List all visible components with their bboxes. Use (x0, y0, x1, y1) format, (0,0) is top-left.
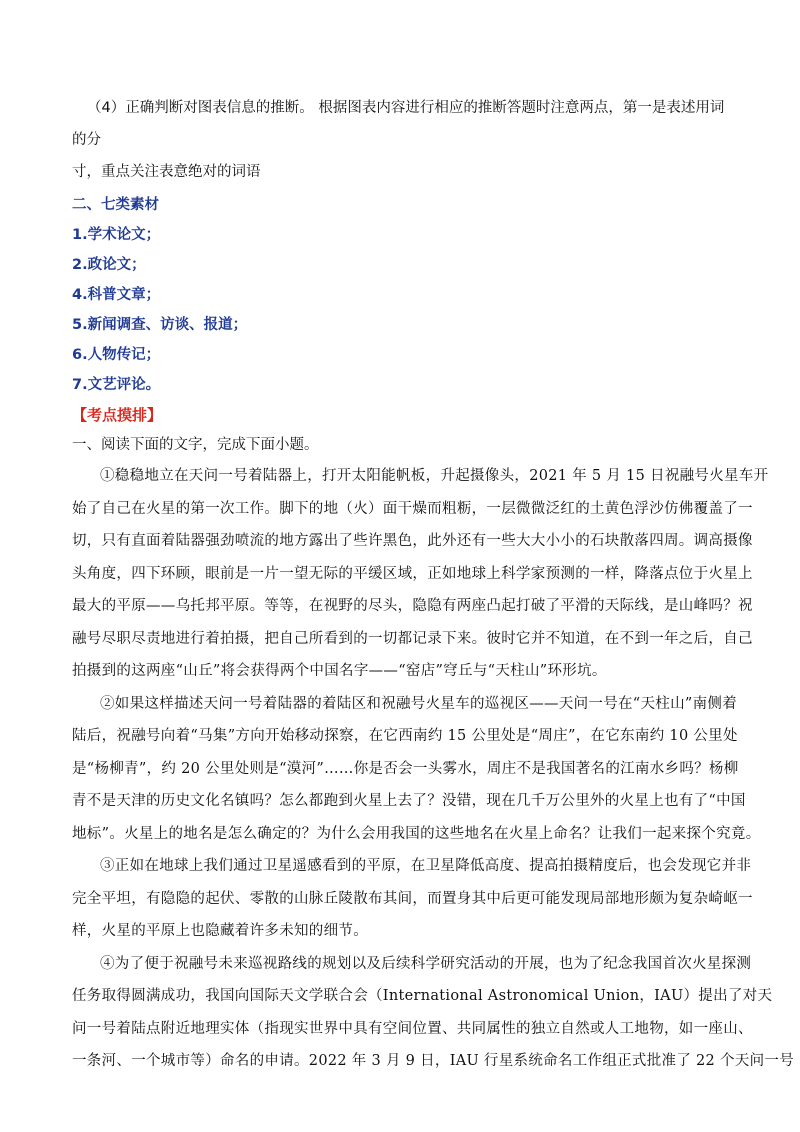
text-line: 地标”。火星上的地名是怎么确定的？为什么会用我国的这些地名在火星上命名？让我们一起来探个究竟。 (72, 825, 761, 842)
kaodian-heading: 【考点摸排】 (72, 406, 163, 424)
section-heading: 二、七类素材 (72, 197, 159, 213)
list-item: 1.学术论文； (72, 227, 161, 243)
intro-line-1: （4）正确判断对图表信息的推断。 根据图表内容进行相应的推断答题时注意两点，第一是表述用词的分 (72, 100, 725, 148)
text-line: 切，只有直面着陆器强劲喷流的地方露出了些许黑色，此外还有一些大大小小的石块散落四周。调高摄像 (72, 533, 753, 549)
text-line: 陆后，祝融号向着“马集”方向开始移动探察，在它西南约 15 公里处是“周庄”，在它东南约 10 公里处 (72, 728, 738, 744)
paragraph-4 (72, 948, 794, 1078)
text-line: ①稳稳地立在天问一号着陆器上，打开太阳能帆板，升起摄像头，2021 年 5 月 15 日祝融号火星车开 (100, 468, 769, 484)
text-line: ③正如在地球上我们通过卫星遥感看到的平原，在卫星降低高度、提高拍摄精度后，也会发现它并非 (100, 858, 752, 874)
list-item: 5.新闻调查、访谈、报道； (72, 317, 248, 333)
text-line: 完全平坦，有隐隐的起伏、零散的山脉丘陵散布其间，而置身其中后更可能发现局部地形颇为复杂崎岖一 (72, 890, 753, 907)
text-line: 问一号着陆点附近地理实体（指现实世界中具有空间位置、共同属性的独立自然或人工地物，如一座山、 (72, 1020, 753, 1037)
text-line: 青不是天津的历史文化名镇吗？怎么都跑到火星上去了？没错，现在几千万公里外的火星上也有了“中国 (72, 793, 746, 809)
document-page (72, 92, 794, 1078)
text-line: 是“杨柳青”，约 20 公里处则是“漠河”……你是否会一头雾水，周庄不是我国著名的江南水乡吗？杨柳 (72, 760, 739, 777)
text-line: ④为了便于祝融号未来巡视路线的规划以及后续科学研究活动的开展，也为了纪念我国首次火星探测 (100, 955, 752, 972)
list-item: 7.文艺评论。 (72, 377, 161, 393)
text-line: 融号尽职尽责地进行着拍摄，把自己所看到的一切都记录下来。彼时它并不知道，在不到一年之后，自己 (72, 630, 753, 647)
intro-paragraph (72, 92, 728, 188)
text-line: 头角度，四下环顾，眼前是一片一望无际的平缓区域，正如地球上科学家预测的一样，降落点位于火星上 (72, 565, 753, 582)
list-item: 2.政论文； (72, 257, 146, 273)
paragraph-2 (72, 688, 761, 851)
text-line: 拍摄到的这两座“山丘”将会获得两个中国名字——“窑店”穹丘与“天柱山”环形坑。 (72, 663, 607, 679)
text-line: 始了自己在火星的第一次工作。脚下的地（火）面干燥而粗粝，一层微微泛红的土黄色浮沙仿佛覆盖了一 (72, 500, 753, 517)
text-line: 一条河、一个城市等）命名的申请。2022 年 3 月 9 日，IAU 行星系统命名工作组正式批准了 22 个天问一号 (72, 1053, 794, 1069)
intro-line-2: 寸，重点关注表意绝对的词语 (72, 164, 261, 180)
text-line: 任务取得圆满成功，我国向国际天文学联合会（International Astronomical Union，IAU）提出了对天 (72, 988, 773, 1004)
text-line: ②如果这样描述天问一号着陆器的着陆区和祝融号火星车的巡视区——天问一号在“天柱山”南侧着 (100, 695, 738, 712)
text-line: 样，火星的平原上也隐藏着许多未知的细节。 (72, 923, 368, 939)
paragraph-1 (72, 460, 769, 688)
question-prompt: 一、阅读下面的文字，完成下面小题。 (72, 437, 319, 453)
text-line: 最大的平原——乌托邦平原。等等，在视野的尽头，隐隐有两座凸起打破了平滑的天际线，是山峰吗？祝 (72, 598, 753, 614)
paragraph-3 (72, 850, 753, 948)
list-item: 6.人物传记； (72, 347, 161, 363)
list-item: 4.科普文章； (72, 287, 161, 303)
